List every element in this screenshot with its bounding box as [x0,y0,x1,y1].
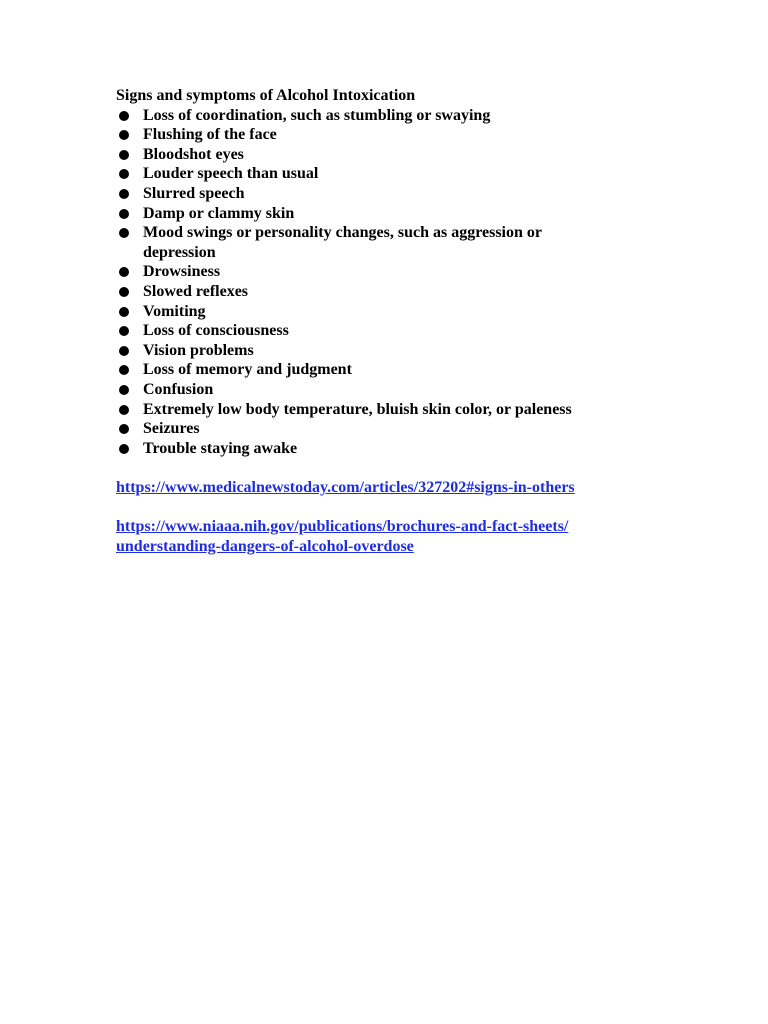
symptom-text: Slowed reflexes [143,282,249,300]
bullet-icon [119,405,129,415]
symptom-item [116,204,676,224]
bullet-icon [119,169,129,179]
medicalnewstoday-link[interactable] [116,478,676,498]
bullet-icon [119,307,129,317]
symptom-item [116,262,676,282]
symptom-list [116,106,676,459]
bullet-icon [119,346,129,356]
document-content [116,86,676,556]
symptom-item [116,439,676,459]
symptom-item [116,380,676,400]
symptom-item [116,164,676,184]
bullet-icon [119,326,129,336]
symptom-text: Bloodshot eyes [143,145,244,163]
symptom-item [116,341,676,361]
symptom-item [116,184,676,204]
symptom-text: Slurred speech [143,184,245,202]
symptom-text: Loss of memory and judgment [143,361,352,379]
symptom-item [116,223,676,262]
spacer [116,497,676,517]
bullet-icon [119,424,129,434]
bullet-icon [119,365,129,375]
bullet-icon [119,111,129,121]
document-heading: Signs and symptoms of Alcohol Intoxication [116,87,416,104]
symptom-item [116,321,676,341]
bullet-icon [119,209,129,219]
symptom-text: Vomiting [143,302,206,320]
symptom-text: Loss of consciousness [143,322,289,340]
symptom-text: Trouble staying awake [143,439,298,457]
symptom-text: Extremely low body temperature, bluish skin color, or paleness [143,400,572,418]
bullet-icon [119,150,129,160]
symptom-text: Mood swings or personality changes, such as aggression or depression [143,224,542,261]
link-line: https://www.medicalnewstoday.com/articles/327202#signs-in-others [116,478,575,496]
niaaa-link[interactable] [116,517,676,556]
bullet-icon [119,130,129,140]
symptom-text: Vision problems [143,341,254,359]
symptom-item [116,302,676,322]
bullet-icon [119,189,129,199]
symptom-item [116,125,676,145]
link-line: https://www.niaaa.nih.gov/publications/brochures-and-fact-sheets/ [116,518,569,536]
symptom-item [116,419,676,439]
symptom-item [116,400,676,420]
bullet-icon [119,444,129,454]
symptom-text: Confusion [143,380,214,398]
symptom-item [116,106,676,126]
link-line: understanding-dangers-of-alcohol-overdose [116,537,414,555]
symptom-text: Damp or clammy skin [143,204,295,222]
symptom-item [116,145,676,165]
bullet-icon [119,228,129,238]
bullet-icon [119,287,129,297]
symptom-item [116,282,676,302]
symptom-text: Seizures [143,420,200,438]
symptom-text: Drowsiness [143,263,221,281]
symptom-text: Louder speech than usual [143,165,319,183]
symptom-item [116,360,676,380]
symptom-text: Loss of coordination, such as stumbling or swaying [143,106,491,124]
bullet-icon [119,385,129,395]
bullet-icon [119,267,129,277]
symptom-text: Flushing of the face [143,126,277,144]
reference-links [116,478,676,556]
